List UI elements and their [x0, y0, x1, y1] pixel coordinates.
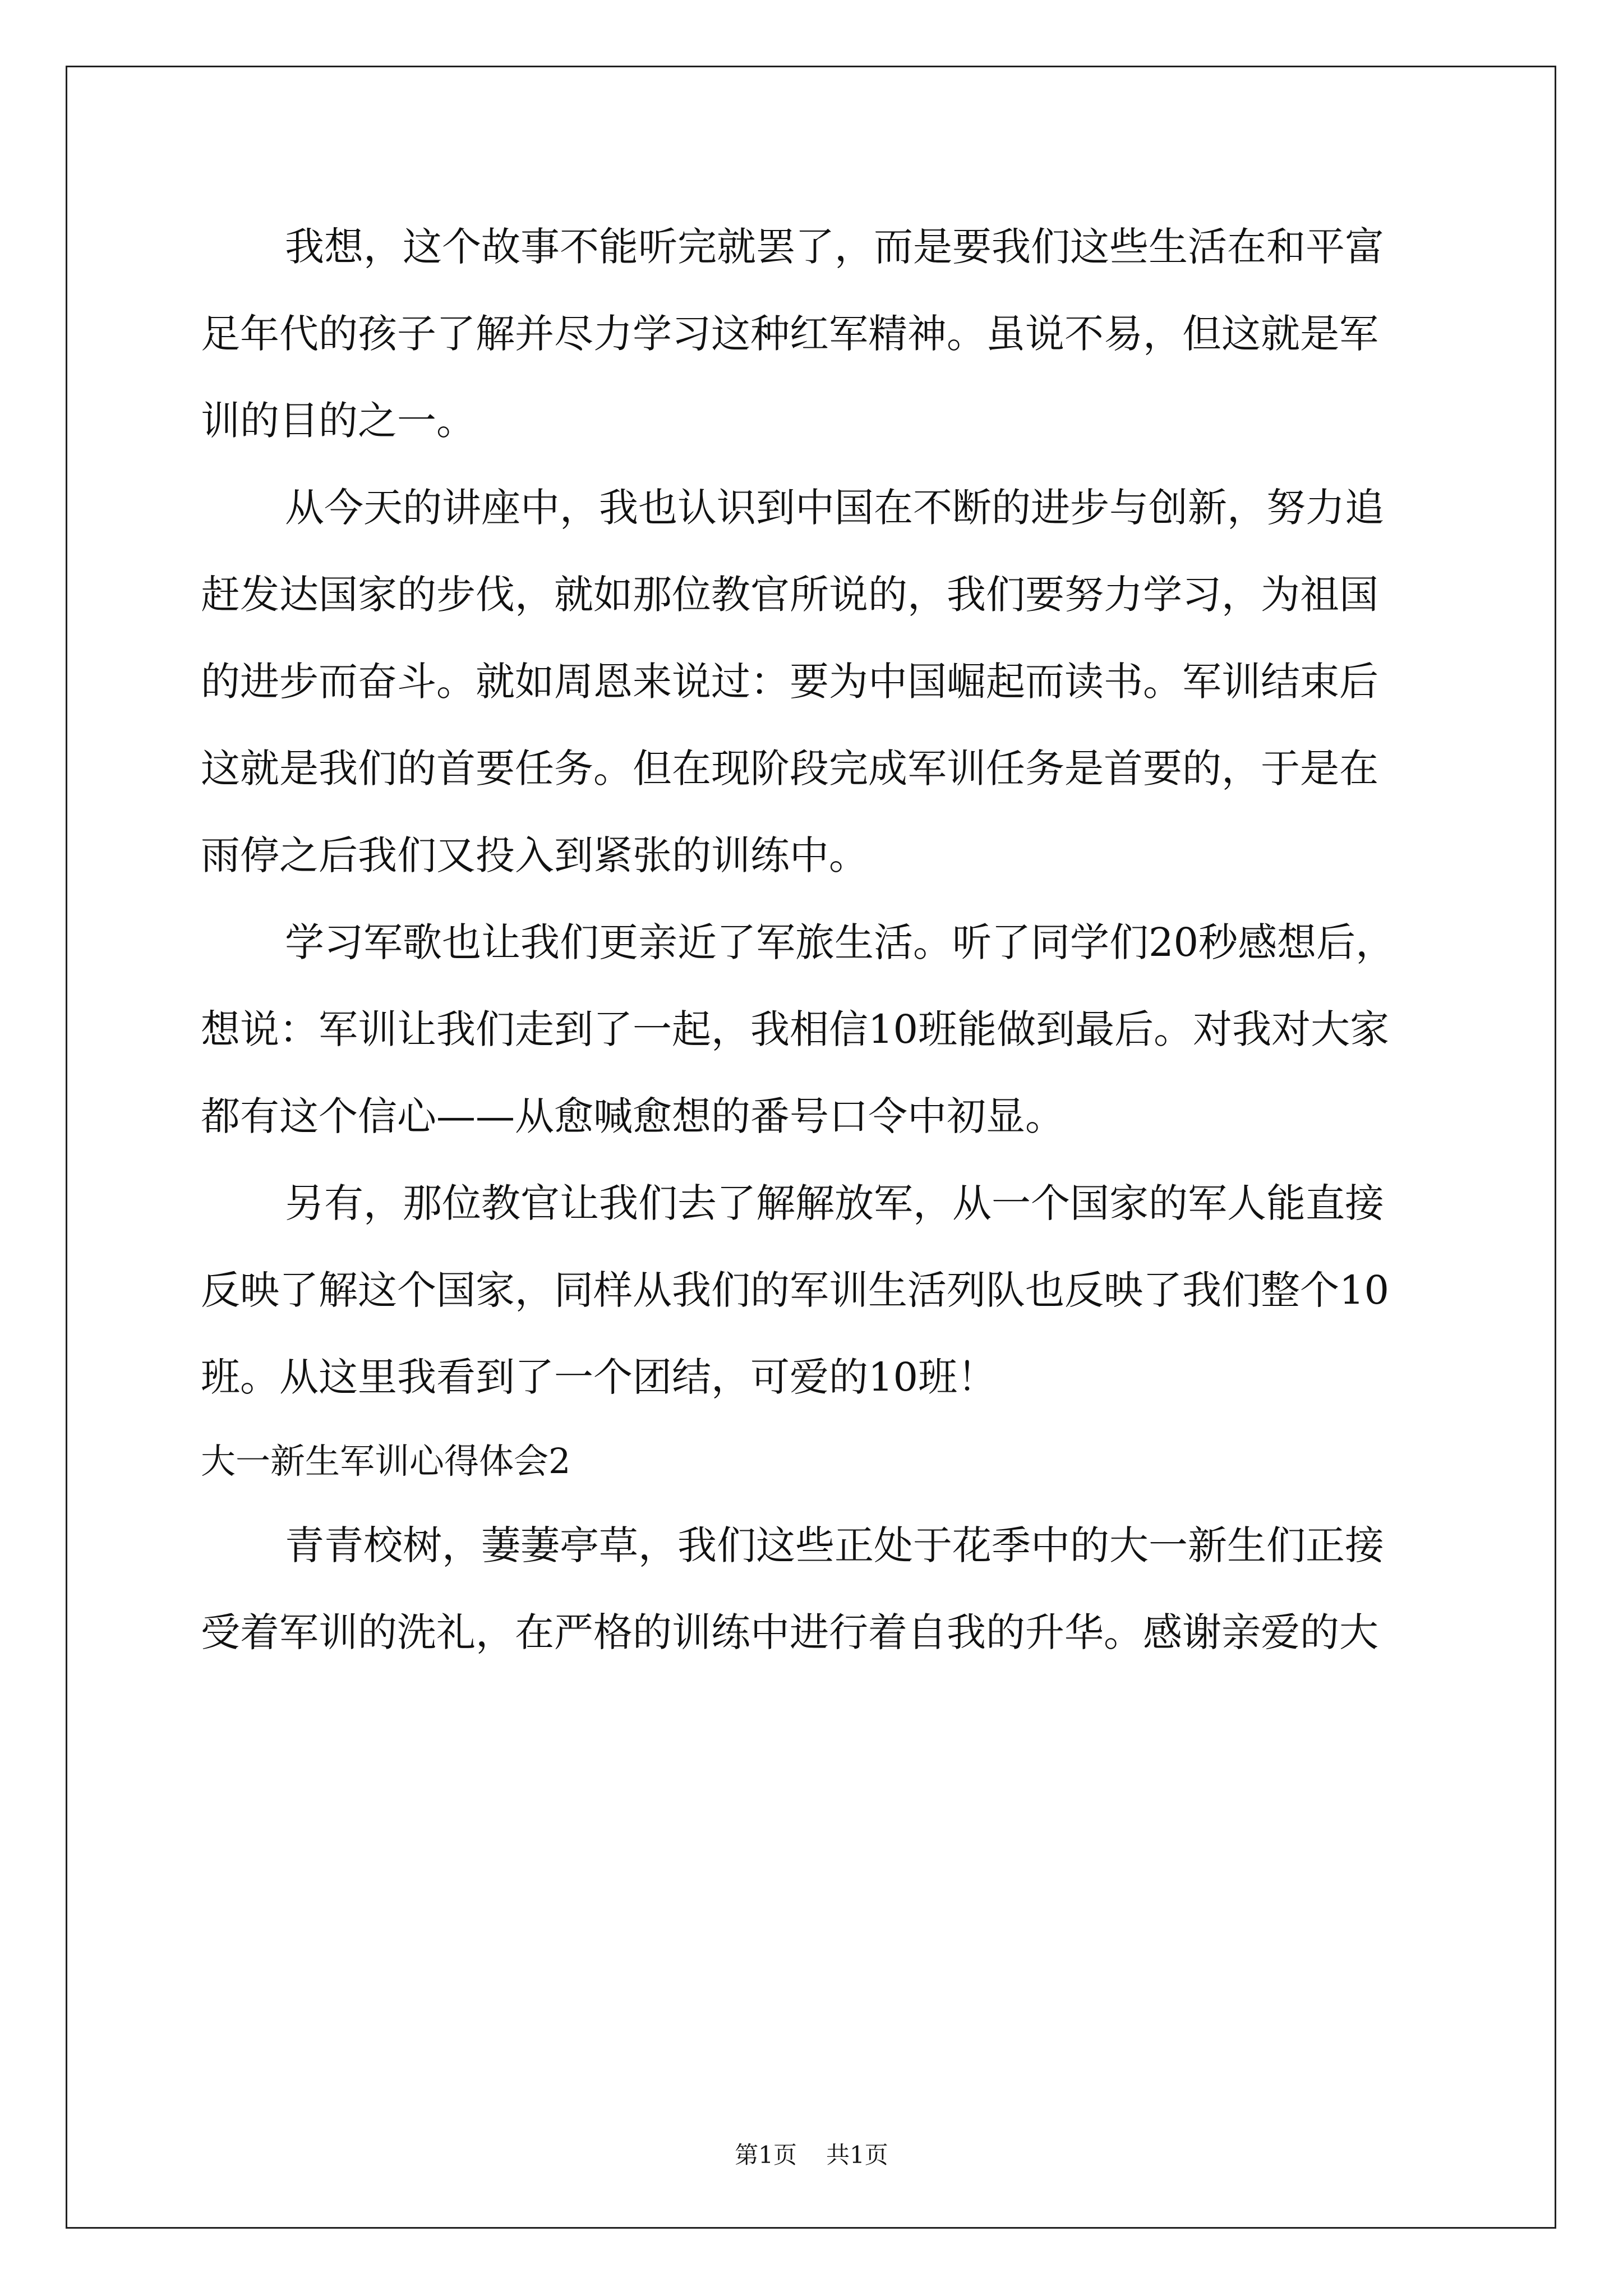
paragraph-line: 训的目的之一。	[201, 398, 476, 444]
paragraph-line: 雨停之后我们又投入到紧张的训练中。	[201, 832, 868, 878]
paragraph-line: 都有这个信心——从愈喊愈想的番号口令中初显。	[201, 1093, 1064, 1139]
paragraph-line: 想说：军训让我们走到了一起，我相信10班能做到最后。对我对大家	[201, 1006, 1390, 1052]
page-footer	[0, 2138, 1623, 2172]
paragraph-line: 我想，这个故事不能听完就罢了，而是要我们这些生活在和平富	[285, 224, 1384, 270]
paragraph-line: 学习军歌也让我们更亲近了军旅生活。听了同学们20秒感想后，	[285, 919, 1395, 965]
paragraph-line: 班。从这里我看到了一个团结，可爱的10班！	[201, 1354, 997, 1400]
paragraph-line: 受着军训的洗礼，在严格的训练中进行着自我的升华。感谢亲爱的大	[201, 1609, 1378, 1655]
section-heading: 大一新生军训心得体会2	[201, 1441, 571, 1481]
paragraph-line: 青青校树，萋萋亭草，我们这些正处于花季中的大一新生们正接	[285, 1522, 1384, 1568]
paragraph-line: 另有，那位教官让我们去了解解放军，从一个国家的军人能直接	[285, 1180, 1384, 1226]
paragraph-line: 足年代的孩子了解并尽力学习这种红军精神。虽说不易，但这就是军	[201, 311, 1378, 357]
paragraph-line: 从今天的讲座中，我也认识到中国在不断的进步与创新，努力追	[285, 485, 1384, 531]
paragraph-line: 赶发达国家的步伐，就如那位教官所说的，我们要努力学习，为祖国	[201, 572, 1378, 618]
page-number-total: 共1页	[826, 2141, 888, 2169]
page-border	[66, 66, 1556, 2229]
page-number-current: 第1页	[735, 2141, 797, 2169]
paragraph-line: 的进步而奋斗。就如周恩来说过：要为中国崛起而读书。军训结束后	[201, 659, 1378, 705]
paragraph-line: 反映了解这个国家，同样从我们的军训生活列队也反映了我们整个10	[201, 1267, 1390, 1313]
paragraph-line: 这就是我们的首要任务。但在现阶段完成军训任务是首要的，于是在	[201, 746, 1378, 792]
